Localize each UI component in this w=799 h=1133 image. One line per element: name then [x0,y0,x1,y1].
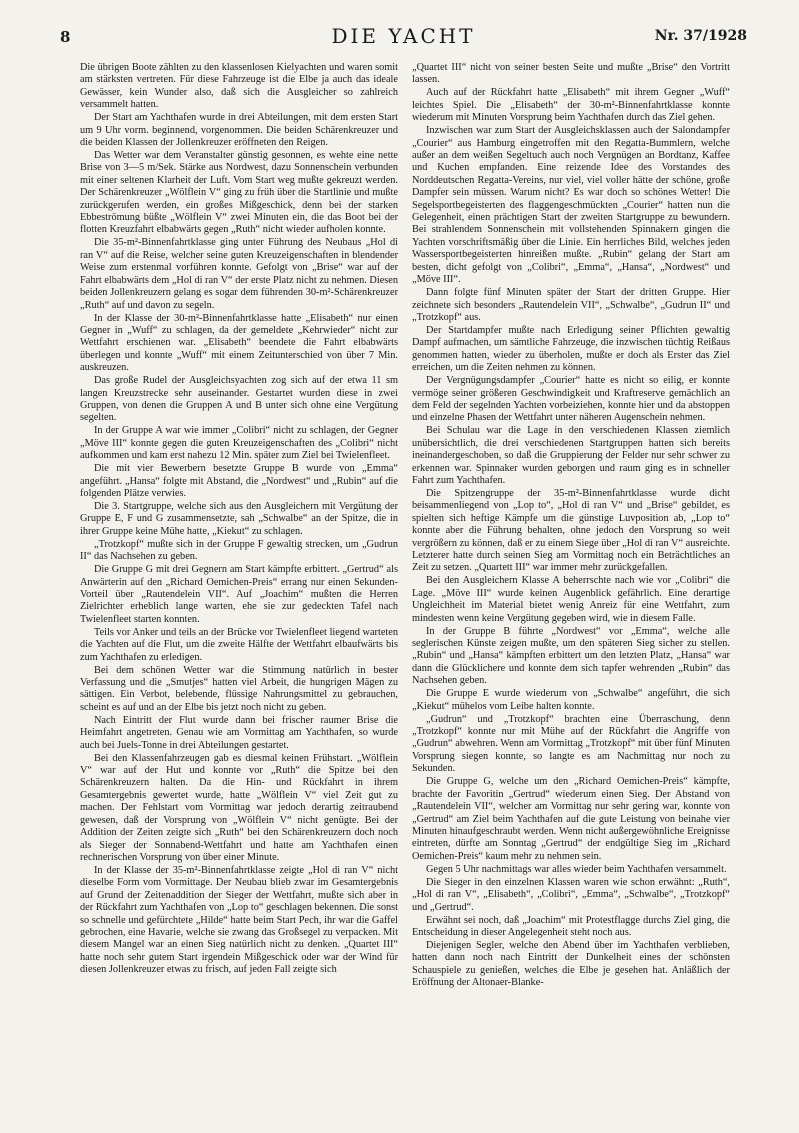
paragraph: Bei dem schönen Wetter war die Stimmung natürlich in bester Verfassung und die „Smutjes“ hatten viel Arbeit, die hungrigen Mägen zu sättigen. Ein Verbot, belebende, flüssige Nahrungsmittel zu gebrauchen, scheint es auf und an der Elbe bis jetzt noch nicht zu geben. [80,664,398,713]
paragraph: Bei den Klassenfahrzeugen gab es diesmal keinen Frühstart. „Wölflein V“ war auf der Hut und konnte vor „Ruth“ die Spitze bei den Schärenkreuzern halten. Da die Hin- und Rückfahrt in ihrem Gesamtergebnis gewertet wurde, hatte „Wölflein V“ viel Zeit gut zu machen. Der Fehlstart vom Vormittag war jedoch derartig zeitraubend gewesen, daß der Vorsprung von „Wölflein V“ nicht genügte. Bei der Addition der Zeiten zeigte sich „Ruth“ bei den Schärenkreuzern doch noch als Sieger der Sonnabend-Wettfahrt und hatte am Yachthafen einen rechnerischen Vorsprung von über einer Minute. [80,752,398,863]
paragraph: Erwähnt sei noch, daß „Joachim“ mit Protestflagge durchs Ziel ging, die Entscheidung in dieser Angelegenheit steht noch aus. [412,914,730,938]
paragraph: Auch auf der Rückfahrt hatte „Elisabeth“ mit ihrem Gegner „Wuff“ leichtes Spiel. Die „Elisabeth“ der 30-m²-Binnenfahrtklasse konnte wiederum mit Minuten Vorsprung beim Yachthafen durch das Ziel gehen. [412,87,730,124]
paragraph: Gegen 5 Uhr nachmittags war alles wieder beim Yachthafen versammelt. [426,863,727,875]
paragraph: Die 3. Startgruppe, welche sich aus den Ausgleichern mit Vergütung der Gruppe E, F und G zusammensetzte, sah „Schwalbe“ an der Spitze, die in ihrer Gruppe keine Mühe hatte, „Kiekut“ zu schlagen. [80,500,398,537]
paragraph: Dann folgte fünf Minuten später der Start der dritten Gruppe. Hier zeichnete sich besonders „Rautendelein VII“, „Schwalbe“, „Gudrun II“ und „Trotzkopf“ aus. [412,287,730,323]
paragraph: Die mit vier Bewerbern besetzte Gruppe B wurde von „Emma“ angeführt. „Hansa“ folgte mit Abstand, die „Nordwest“ und „Rubin“ auf die folgenden Plätze verwies. [80,463,398,499]
paragraph: Der Vergnügungsdampfer „Courier“ hatte es nicht so eilig, er konnte vermöge seiner größeren Geschwindigkeit und Kraftreserve gemächlich an dem Feld der segelnden Yachten vorbeiziehen, konnte hier und da abstoppen und einzelne Phasen der Wettfahrt unter näheren Augenschein nehmen. [412,375,730,424]
paragraph: Die Gruppe G, welche um den „Richard Oemichen-Preis“ kämpfte, brachte der Favoritin „Gertrud“ wiederum einen Sieg. Der Abstand von „Rautendelein VII“, welcher am Vormittag nur sehr gering war, konnte von „Gertrud“ am Ziel beim Yachthafen auf die gute Leistung von beinahe vier Minuten hinaufgeschraubt werden. Wenn nicht außergewöhnliche Ereignisse eintreten, dürfte am Sonntag „Gertrud“ der endgültige Sieg im „Richard Oemichen-Preis“ kaum mehr zu nehmen sein. [412,776,730,862]
issue-number: Nr. 37/1928 [654,28,747,44]
paragraph: Bei Schulau war die Lage in den verschiedenen Klassen ziemlich unübersichtlich, die drei verschiedenen Startgruppen hatten sich bereits ineinandergeschoben, so daß die Gruppierung der Felder nur sehr schwer zu erkennen war. Spinnaker wurden geborgen und raum ging es in schneller Fahrt zum Yachthafen. [412,425,730,486]
paragraph: Der Startdampfer mußte nach Erledigung seiner Pflichten gewaltig Dampf aufmachen, um sämtliche Fahrzeuge, die inzwischen tüchtig Reißaus genommen hatten, wieder zu überholen, mußte er doch als Erster das Ziel erreichen, um die Zeiten nehmen zu können. [412,324,730,374]
paragraph: Die übrigen Boote zählten zu den klassenlosen Kielyachten und waren somit am stärksten vertreten. Für diese Fahrzeuge ist die Elbe ja auch das ideale Gewässer, kein Wunder also, daß sich die Ausgleicher so zahlreich versammelt hatten. [80,62,398,111]
paragraph: Diejenigen Segler, welche den Abend über im Yachthafen verblieben, hatten dann noch nach Eintritt der Dunkelheit eines der schönsten Schauspiele zu genießen, welches die Elbe je gesehen hat. Anläßlich der Eröffnung der Altonaer-Blanke- [412,939,730,989]
paragraph: In der Gruppe A war wie immer „Colibri“ nicht zu schlagen, der Gegner „Möve III“ konnte gegen die guten Kreuzeigenschaften des „Colibri“ nicht aufkommen und kam erst nahezu 12 Min. später zum Ziel bei Twielenfleet. [80,425,398,462]
paragraph: Teils vor Anker und teils an der Brücke vor Twielenfleet liegend warteten die Yachten auf die Flut, um die zweite Hälfte der Wettfahrt elbaufwärts bis zum Yachthafen zu erledigen. [80,626,398,663]
paragraph: Die Sieger in den einzelnen Klassen waren wie schon erwähnt: „Ruth“, „Hol di ran V“, „Elisabeth“, „Colibri“, „Emma“, „Schwalbe“, „Trotzkopf“ und „Gertrud“. [412,876,730,913]
page-number: 8 [60,28,71,46]
paragraph: Inzwischen war zum Start der Ausgleichsklassen auch der Salondampfer „Courier“ aus Hamburg eingetroffen mit den Regatta-Bummlern, welche außer an dem weißen Segeltuch auch noch Vergnügen an Bordtanz, Kaffee und Kuchen empfanden. Eine reizende Idee des Vorstandes des Norddeutschen Regatta-Vereins, nur viel, viel voller hätte der schöne, große Dampfer sein müssen. Warum nicht? Es war doch so schönes Wetter! Die Segelsportbegeisterten des flaggengeschmückten „Courier“ hatten nun die Gelegenheit, einen prächtigen Start der zweiten Startgruppe zu bewundern. Bei strahlendem Sonnenschein mit vollstehenden Spinnakern gingen die Yachten vorschriftsmäßig über die Linie. Ein herrliches Bild, welches jeden Wassersportbegeisterten hinreißen mußte. „Rubin“ gelang der Start am besten, dicht gefolgt von „Colibri“, „Emma“, „Hansa“, „Nordwest“ und „Möve III“. [412,125,730,286]
paragraph: „Quartet III“ nicht von seiner besten Seite und mußte „Brise“ den Vortritt lassen. [412,62,730,86]
paragraph: In der Klasse der 30-m²-Binnenfahrtklasse hatte „Elisabeth“ nur einen Gegner in „Wuff“ zu schlagen, da der gemeldete „Kehrwieder“ nicht zur Wettfahrt erschienen war. „Elisabeth“ beendete die Fahrt elbabwärts überlegen und konnte „Wuff“ mit einem Zeitunterschied von über 7 Min. auskreuzen. [80,312,398,374]
paragraph: In der Gruppe B führte „Nordwest“ vor „Emma“, welche alle seglerischen Künste zeigen mußte, um den späteren Sieg sicher zu stellen. „Rubin“ und „Hansa“ kämpften erbittert um den letzten Platz, „Hansa“ war dann die Glücklichere und konnte dem sich tapfer wehrenden „Rubin“ das Nachsehen geben. [412,625,730,687]
paragraph: Nach Eintritt der Flut wurde dann bei frischer raumer Brise die Heimfahrt angetreten. Genau wie am Vormittag am Yachthafen, so wurde auch bei Juels-Tonne in drei Abteilungen gestartet. [80,714,398,751]
paragraph: Die Spitzengruppe der 35-m²-Binnenfahrtklasse wurde dicht beisammenliegend von „Lop to“, „Hol di ran V“ und „Brise“ gebildet, es spielten sich heftige Kämpfe um die günstige Luvposition ab, „Lop to“ konnte aber die Führung behalten, ohne jedoch den Vorsprung so weit vergrößern zu können, daß er zu einem Siege über „Hol di ran V“ ausreichte. Letzterer hatte durch seinen Sieg am Vormittag noch ein Beträchtliches an Zeit zu setzen. „Quartett III“ war immer mehr zurückgefallen. [412,487,730,574]
page-header [60,22,747,54]
paragraph: Das Wetter war dem Veranstalter günstig gesonnen, es wehte eine nette Brise von 3—5 m/Sek. Stärke aus Nordwest, dazu Sonnenschein verbunden mit einer seltenen Klarheit der Luft. Vom Start weg mußte gekreuzt werden. Der Schärenkreuzer „Wölflein V“ ging zu früh über die Startlinie und mußte zurückgerufen werden, ein großes Mißgeschick, denn bei der starken Ebbeströmung büßte „Wölflein V“ zwei Minuten ein, die das Boot bei der flotten Kreuzfahrt elbabwärts gegen „Ruth“ nicht wieder aufholen konnte. [80,150,398,236]
paragraph: „Gudrun“ und „Trotzkopf“ brachten eine Überraschung, denn „Trotzkopf“ konnte nur mit Mühe auf der Rückfahrt die Angriffe von „Gudrun“ abwehren. Wenn am Vormittag „Trotzkopf“ mit über fünf Minuten Vorsprung siegen konnte, so langte es am Nachmittag nur noch zu Sekunden. [412,713,730,775]
paragraph: Bei den Ausgleichern Klasse A beherrschte nach wie vor „Colibri“ die Lage. „Möve III“ wurde keinen Augenblick gefährlich. Eine derartige Ungleichheit im Material bietet wenig Anreiz für eine Wettfahrt, zum mindesten wenn keine Vergütung gegeben wird, wie in diesem Falle. [412,575,730,624]
paragraph: Die Gruppe G mit drei Gegnern am Start kämpfte erbittert. „Gertrud“ als Anwärterin auf den „Richard Oemichen-Preis“ errang nur einen Sekunden-Vorteil über „Rautendelein VII“. Auf „Joachim“ mußten die Herren Zielrichter erheblich lange warten, ehe sie zur gedeckten Tafel nach Twielenfleet starten konnten. [80,564,398,625]
right-column [412,62,730,1107]
paragraph: In der Klasse der 35-m²-Binnenfahrtklasse zeigte „Hol di ran V“ nicht dieselbe Form vom Vormittage. Der Neubau blieb zwar im Gesamtergebnis auf Grund der Zeitenaddition der Sieger der Wettfahrt, mußte sich aber in der Rückfahrt zum Yachthafen von „Lop to“ geschlagen bekennen. Die sonst so schnelle und gefürchtete „Hilde“ hatte beim Start Pech, ihr war die Gaffel gebrochen, eine Havarie, welche sie zwang das Großsegel zu verpacken. Mit diesem Mangel war an einen Sieg natürlich nicht zu denken. „Quartet III“ hatte noch sehr gutem Start irgendein Mißgeschick oder war der Wind für diesen Jollenkreuzer etwas zu frisch, auf jeden Fall zeigte sich [80,864,398,976]
paragraph: Die 35-m²-Binnenfahrtklasse ging unter Führung des Neubaus „Hol di ran V“ auf die Reise, welcher seine guten Kreuzeigenschaften in blendender Weise zum erstenmal vorführen konnte. Gefolgt von „Brise“ war auf der Fahrt elbabwärts dem „Hol di ran V“ der erste Platz nicht zu nehmen. Diesen beiden Jollenkreuzern gelang es sogar dem führenden 30-m²-Schärenkreuzer „Ruth“ auf und davon zu segeln. [80,237,398,311]
paragraph: „Trotzkopf“ mußte sich in der Gruppe F gewaltig strecken, um „Gudrun II“ das Nachsehen zu geben. [80,538,398,563]
paragraph: Der Start am Yachthafen wurde in drei Abteilungen, mit dem ersten Start um 9 Uhr vorm. beginnend, vorgenommen. Die beiden Schärenkreuzer und die beiden Klassen der Jollenkreuzer eröffneten den Reigen. [80,112,398,149]
magazine-title: DIE YACHT [331,24,476,48]
left-column [80,62,398,1107]
paragraph: Die Gruppe E wurde wiederum von „Schwalbe“ angeführt, die sich „Kiekut“ mühelos vom Leibe halten konnte. [412,688,730,712]
paragraph: Das große Rudel der Ausgleichsyachten zog sich auf der etwa 11 sm langen Kreuzstrecke sehr auseinander. Gestartet wurden diese in zwei Gruppen, von denen die Gruppen A und B unter sich ohne eine Vergütung segelten. [80,375,398,424]
